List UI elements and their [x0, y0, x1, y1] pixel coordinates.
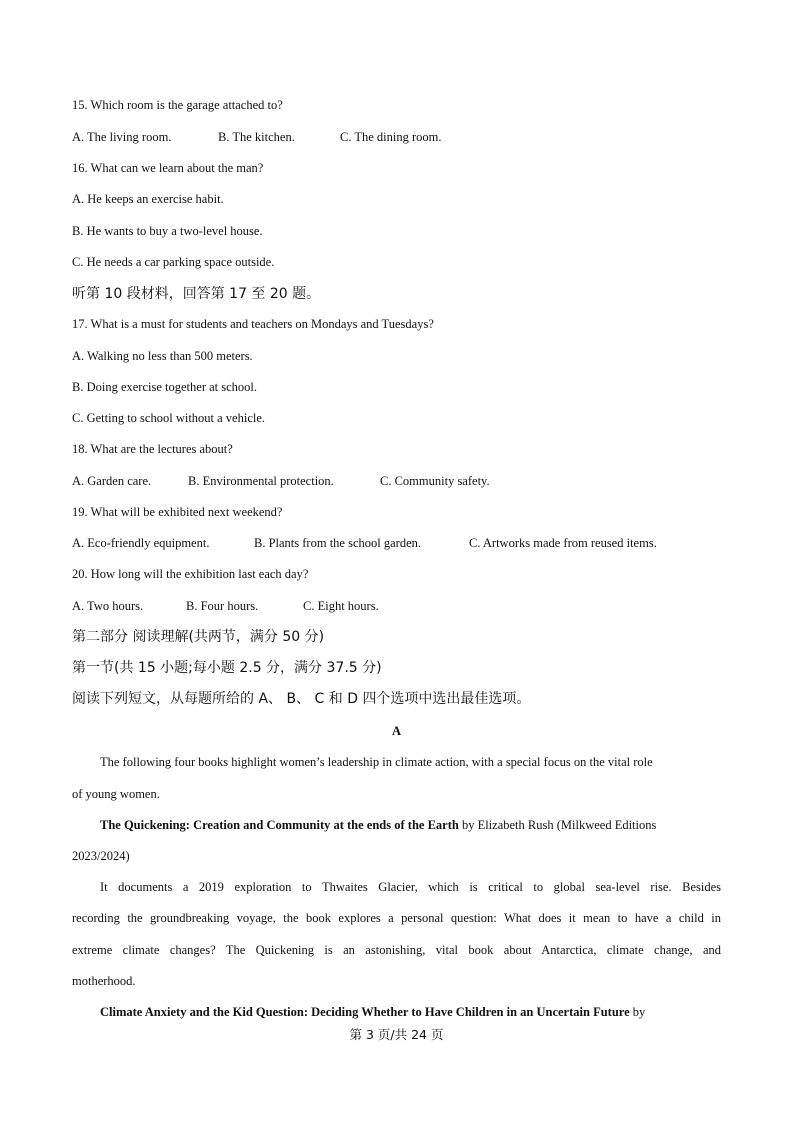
question-19-options	[72, 535, 657, 551]
question-19: 19. What will be exhibited next weekend?	[72, 505, 283, 519]
part-2-title: 第二部分 阅读理解(共两节，满分 50 分)	[72, 629, 325, 645]
option-b: B. He wants to buy a two-level house.	[72, 224, 263, 238]
book-2-author-prefix: by	[629, 1005, 646, 1019]
book-1-paragraph-line-3: extreme climate changes? The Quickening is an astonishing, vital book about Antarctica, climate change, and	[72, 943, 721, 957]
book-1-publisher-year: 2023/2024)	[72, 849, 130, 863]
option-b: B. Environmental protection.	[188, 474, 334, 488]
option-a: A. Eco-friendly equipment.	[72, 536, 210, 550]
option-c: C. Artworks made from reused items.	[469, 536, 657, 550]
section-10-instruction: 听第 10 段材料，回答第 17 至 20 题。	[72, 286, 321, 302]
option-a: A. Two hours.	[72, 599, 144, 613]
book-2-title: Climate Anxiety and the Kid Question: Deciding Whether to Have Children in an Uncertain Future	[100, 1005, 630, 1019]
book-1-heading	[100, 817, 656, 833]
question-20: 20. How long will the exhibition last each day?	[72, 567, 309, 581]
question-17: 17. What is a must for students and teachers on Mondays and Tuesdays?	[72, 317, 434, 331]
option-c: C. Eight hours.	[303, 599, 379, 613]
option-c: C. Community safety.	[380, 474, 490, 488]
book-1-paragraph-line-2: recording the groundbreaking voyage, the book explores a personal question: What does it mean to have a child in	[72, 911, 721, 925]
book-1-paragraph-line-1: It documents a 2019 exploration to Thwaites Glacier, which is critical to global sea-level rise. Besides	[100, 880, 721, 894]
option-b: B. The kitchen.	[218, 130, 295, 144]
question-15: 15. Which room is the garage attached to?	[72, 98, 283, 112]
option-a: A. Garden care.	[72, 474, 152, 488]
question-20-options	[72, 598, 379, 614]
question-18: 18. What are the lectures about?	[72, 442, 233, 456]
page-number-footer: 第 3 页/共 24 页	[349, 1027, 444, 1042]
question-18-options	[72, 473, 490, 489]
question-15-options	[72, 129, 442, 145]
book-2-heading	[100, 1004, 645, 1020]
option-b: B. Four hours.	[186, 599, 259, 613]
book-1-title: The Quickening: Creation and Community at the ends of the Earth	[100, 818, 459, 832]
option-c: C. The dining room.	[340, 130, 442, 144]
passage-intro-line-1: The following four books highlight women’s leadership in climate action, with a special focus on the vital role	[100, 755, 653, 769]
question-16: 16. What can we learn about the man?	[72, 161, 264, 175]
book-1-paragraph-line-4: motherhood.	[72, 974, 136, 988]
option-b: B. Doing exercise together at school.	[72, 380, 258, 394]
option-a: A. Walking no less than 500 meters.	[72, 349, 253, 363]
passage-label: A	[391, 724, 402, 738]
option-a: A. He keeps an exercise habit.	[72, 192, 224, 206]
section-1-title: 第一节(共 15 小题;每小题 2.5 分，满分 37.5 分)	[72, 660, 382, 676]
option-b: B. Plants from the school garden.	[254, 536, 421, 550]
option-c: C. Getting to school without a vehicle.	[72, 411, 266, 425]
passage-intro-line-2: of young women.	[72, 787, 160, 801]
option-c: C. He needs a car parking space outside.	[72, 255, 275, 269]
reading-instruction: 阅读下列短文，从每题所给的 A、 B、 C 和 D 四个选项中选出最佳选项。	[72, 691, 531, 707]
book-1-author: by Elizabeth Rush (Milkweed Editions	[458, 818, 657, 832]
option-a: A. The living room.	[72, 130, 172, 144]
